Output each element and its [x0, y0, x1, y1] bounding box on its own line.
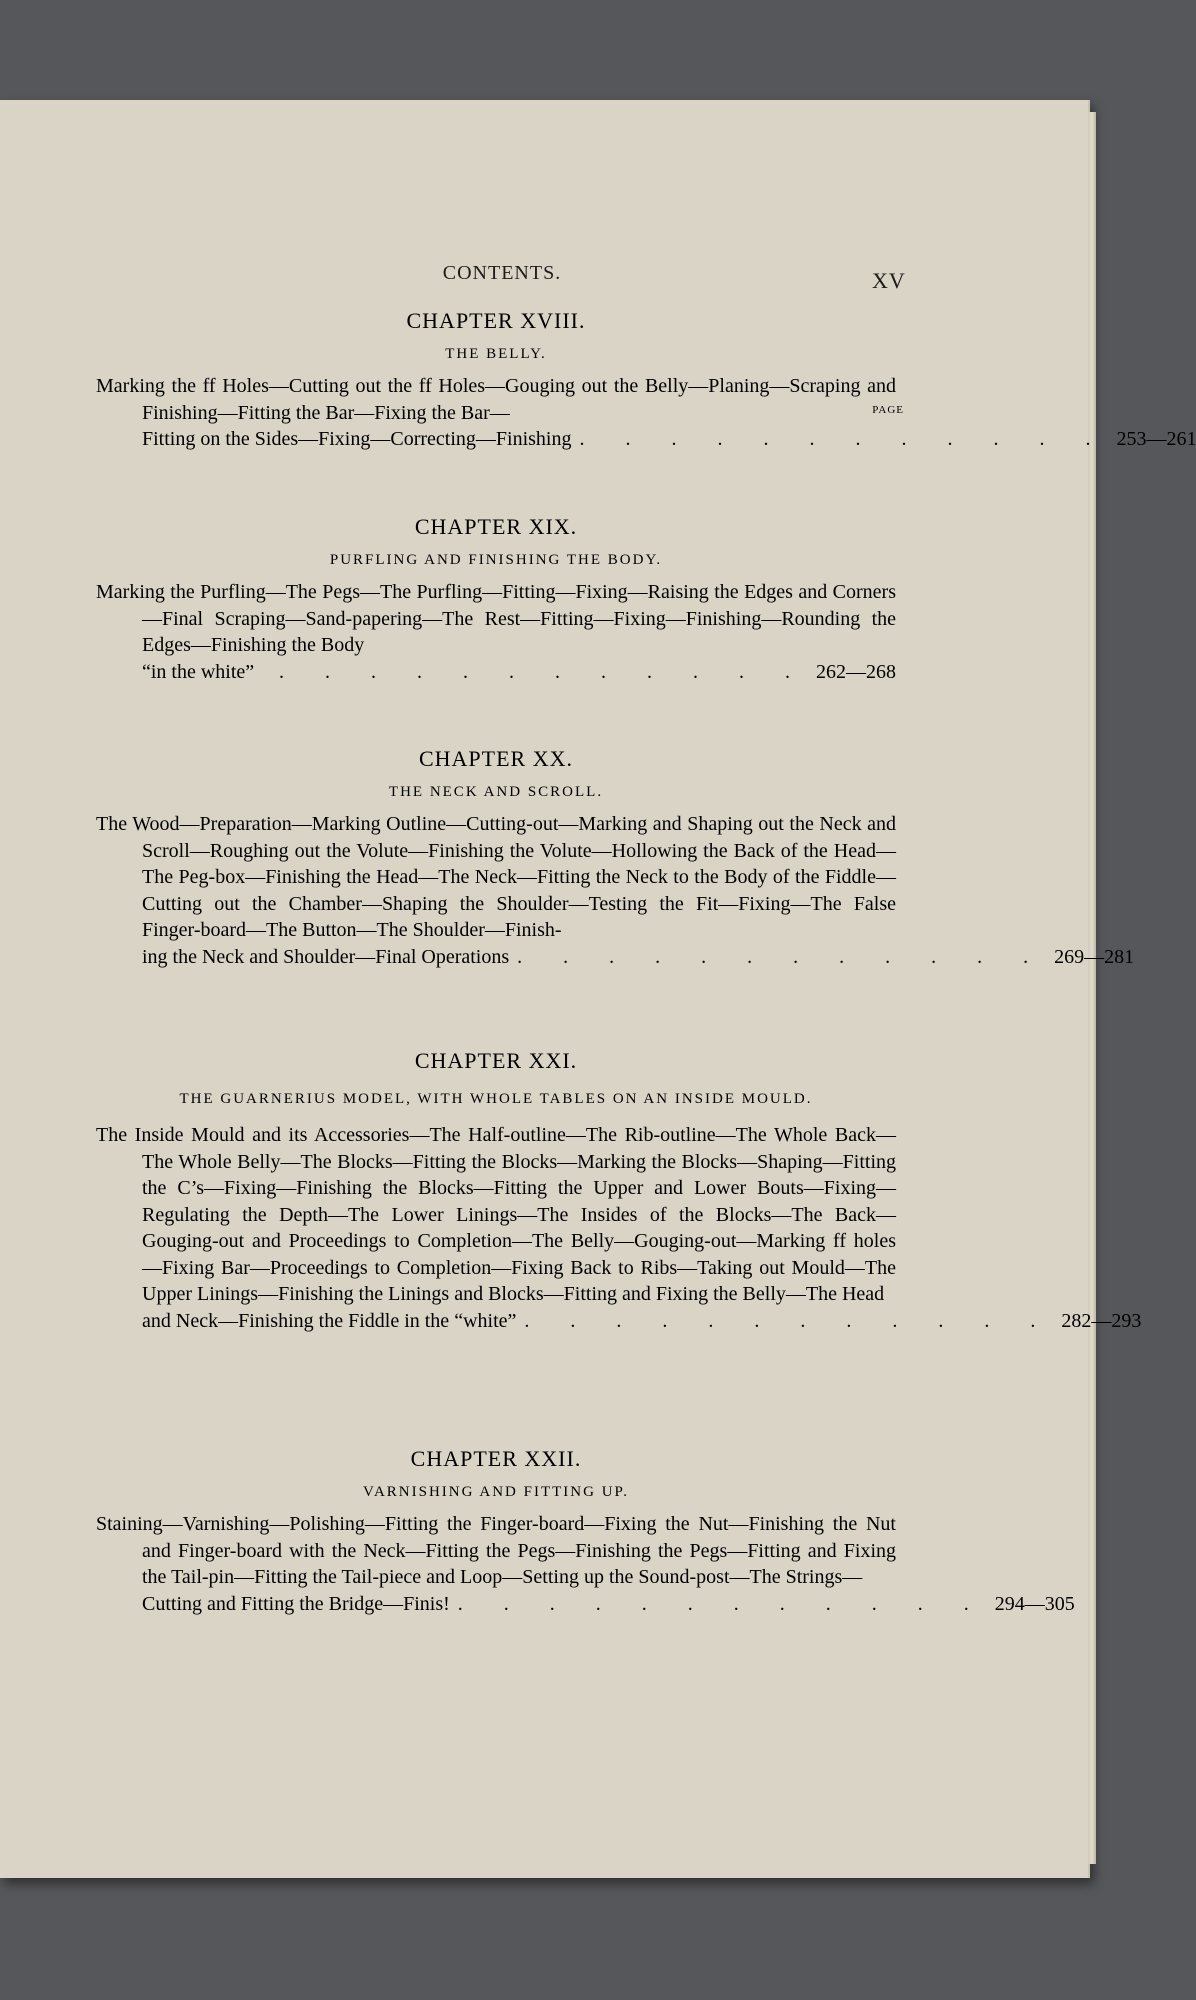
chapter-summary: Marking the ff Holes—Cutting out the ff Holes—Gouging out the Belly—Planing—Scraping and Finishing—Fitting the Bar—Fixing the Bar—	[96, 375, 896, 424]
summary-last-line	[142, 1308, 1142, 1335]
chapter-subtitle: VARNISHING AND FITTING UP.	[363, 1484, 629, 1500]
dot-leaders: . . . . . . . . . . . .	[457, 1592, 987, 1615]
chapter-subtitle: THE NECK AND SCROLL.	[388, 784, 604, 800]
page-column-label: PAGE	[872, 404, 904, 416]
summary-last-line	[142, 1591, 1075, 1618]
summary-last-text: “in the white”	[142, 660, 255, 683]
page-range: 253—261	[1116, 428, 1196, 450]
chapter-summary: The Inside Mould and its Accessories—The Half-outline—The Rib-outline—The Whole Back—The Whole Belly—The Blocks—Fitting the Blocks—Marking the Blocks—Shaping—Fitting the C’s—Fixing—Finishing the Blocks—Fitting the Upper and Lower Bouts—Fixing—Regulating the Depth—The Lower Linings—The Insides of the Blocks—The Back—Gouging-out and Proceedings to Completion—The Belly—Gouging-out—Marking ff holes—Fixing Bar—Proceedings to Completion—Fixing Back to Ribs—Taking out Mould—The Upper Linings—Finishing the Linings and Blocks—Fitting and Fixing the Belly—The Head	[96, 1124, 896, 1305]
summary-last-text: and Neck—Finishing the Fiddle in the “white”	[142, 1309, 517, 1332]
chapter-summary: The Wood—Preparation—Marking Outline—Cutting-out—Marking and Shaping out the Neck and Scroll—Roughing out the Volute—Finishing the Volute—Hollowing the Back of the Head—The Peg-box—Finishing the Head—The Neck—Fitting the Neck to the Body of the Fiddle—Cutting out the Chamber—Shaping the Shoulder—Testing the Fit—Fixing—The False Finger-board—The Button—The Shoulder—Finish-	[96, 813, 896, 941]
chapter-title: CHAPTER XX.	[418, 746, 573, 771]
chapter-entry	[96, 514, 896, 685]
page-range: 269—281	[1054, 945, 1135, 968]
summary-last-line	[142, 944, 1135, 971]
page-number: XV	[872, 268, 906, 293]
page-range: 262—268	[816, 660, 896, 683]
chapter-title: CHAPTER XIX.	[414, 514, 578, 539]
chapter-entry	[96, 1048, 1142, 1334]
chapter-title: CHAPTER XVIII.	[406, 308, 586, 333]
dot-leaders: . . . . . . . . . . . .	[579, 428, 1109, 450]
summary-last-text: ing the Neck and Shoulder—Final Operations	[142, 945, 510, 968]
dot-leaders: . . . . . . . . . . . .	[517, 945, 1047, 968]
chapter-summary: Staining—Varnishing—Polishing—Fitting the Finger-board—Fixing the Nut—Finishing the Nut and Finger-board with the Neck—Fitting the Pegs—Finishing the Pegs—Fitting and Fixing the Tail-pin—Fitting the Tail-piece and Loop—Setting up the Sound-post—The Strings—	[96, 1513, 896, 1588]
chapter-subtitle: THE GUARNERIUS MODEL, WITH WHOLE TABLES ON AN INSIDE MOULD.	[179, 1091, 813, 1107]
summary-last-text: Cutting and Fitting the Bridge—Finis!	[142, 1592, 450, 1615]
summary-last-text: Fitting on the Sides—Fixing—Correcting—Finishing	[142, 428, 572, 450]
summary-last-line	[142, 659, 896, 686]
chapter-title: CHAPTER XXI.	[414, 1048, 578, 1073]
chapter-entry	[96, 746, 1135, 970]
page-edge	[1088, 112, 1096, 1864]
chapter-entry	[96, 308, 1196, 453]
chapter-title: CHAPTER XXII.	[410, 1446, 582, 1471]
dot-leaders: . . . . . . . . . . . .	[279, 660, 808, 683]
chapter-subtitle: THE BELLY.	[445, 346, 547, 362]
dot-leaders: . . . . . . . . . . . .	[524, 1309, 1054, 1332]
chapter-entry	[96, 1446, 1075, 1617]
page-range: 294—305	[994, 1592, 1075, 1615]
running-head: CONTENTS.	[442, 262, 562, 284]
chapter-summary: Marking the Purfling—The Pegs—The Purfling—Fitting—Fixing—Raising the Edges and Corners—Final Scraping—Sand-papering—The Rest—Fitting—Fixing—Finishing—Rounding the Edges—Finishing the Body	[96, 581, 896, 656]
summary-last-line	[142, 426, 1196, 453]
chapter-subtitle: PURFLING AND FINISHING THE BODY.	[329, 552, 663, 568]
page-range: 282—293	[1061, 1309, 1142, 1332]
